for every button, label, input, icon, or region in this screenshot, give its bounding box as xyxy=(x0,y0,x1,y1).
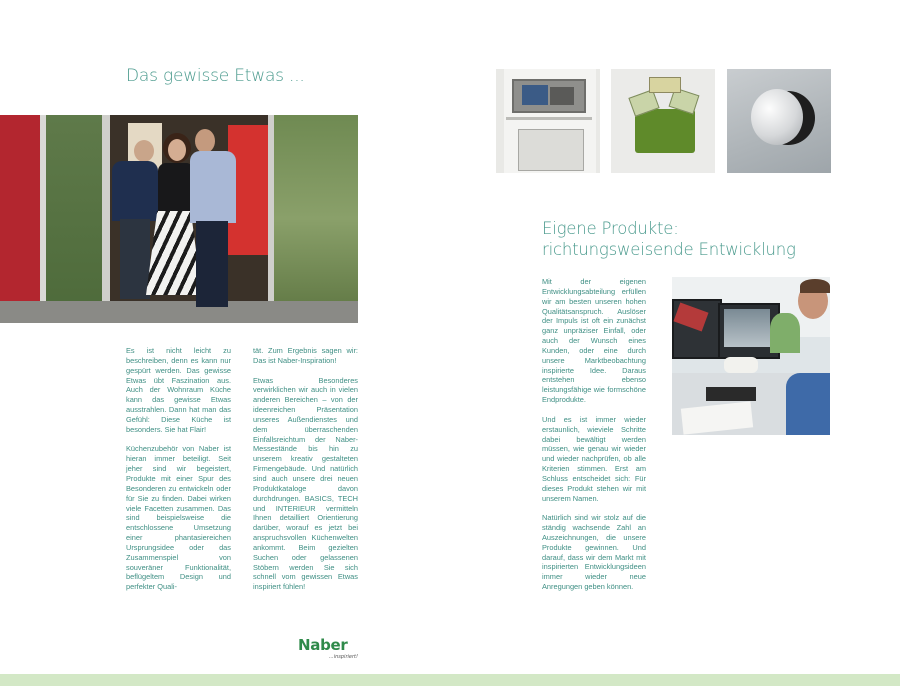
right-text-column xyxy=(542,277,646,602)
product-photo-drawer-bins xyxy=(496,69,600,173)
footer-bar xyxy=(0,674,900,686)
paragraph: Mit der eigenen Entwicklungsabteilung erfüllen wir am besten unseren hohen Qualitätsanspruch. Auslöser der Impuls ist oft ein zunächst ganz unpräziser Einfall, oder auch der Wunsch eines Kunden, oder eine durch unsere Marktbeobachtung inspirierte Idee. Daraus entstehen ebenso leistungsfähige wie formschöne Endprodukte. xyxy=(542,277,646,405)
product-photo-round-knob xyxy=(727,69,831,173)
engineer-at-workstation-photo xyxy=(672,277,830,435)
paragraph: Und es ist immer wieder erstaunlich, wieviele Schritte dabei bewältigt werden müssen, wie genau wir wieder und wieder nachprüfen, ob alle Kriterien stimmen. Erst am Schluss entscheidet sich: Für dieses Produkt stehen wir mit unserem Namen. xyxy=(542,414,646,503)
paragraph: Etwas Besonderes verwirklichen wir auch in vielen anderen Bereichen – von der ideenreichen Präsentation unseres Außendienstes und dem überraschenden Einfallsreichtum der Naber-Messestände bis hin zu unserem kreativ gestalteten Firmengebäude. Und natürlich sind auch unsere drei neuen Produktkataloge davon durchdrungen. BASICS, TECH und INTERIEUR vermitteln Ihnen detailliert Orientierung darüber, worauf es jetzt bei anspruchsvollen Küchenwelten ankommt. Beim gezielten Suchen oder gelassenen Stöbern werden Sie sich schnell vom gewissen Etwas inspiriert fühlen! xyxy=(253,375,358,592)
product-photo-green-bin xyxy=(611,69,715,173)
logo-tagline: ...inspiriert! xyxy=(328,654,358,660)
paragraph: Es ist nicht leicht zu beschreiben, denn es kann nur gespürt werden. Das gewisse Etwas übt Faszination aus. Auch der Wohnraum Küche kann das gewisse Etwas ausstrahlen. Dann hat man das Gefühl: Diese Küche ist besonders. Sie hat Flair! xyxy=(126,346,231,434)
heading-line-1: Eigene Produkte: xyxy=(542,219,679,238)
paragraph: tät. Zum Ergebnis sagen wir: Das ist Naber-Inspiration! xyxy=(253,346,358,365)
paragraph: Natürlich sind wir stolz auf die ständig wachsende Zahl an Auszeichnungen, die unsere Produkte gewinnen. Und darauf, dass wir dem Markt mit inspirierten Entwicklungsideen immer wieder neue Anregungen geben können. xyxy=(542,513,646,592)
right-page-heading xyxy=(542,218,796,260)
left-text-column-1 xyxy=(126,346,231,602)
heading-line-2: richtungsweisende Entwicklung xyxy=(542,240,796,259)
left-page-heading: Das gewisse Etwas ... xyxy=(126,66,305,86)
team-photo xyxy=(0,115,358,323)
paragraph: Küchenzubehör von Naber ist hieran immer beteiligt. Seit jeher sind wir begeistert, Produkte mit einer Spur des Besonderen zu entwickeln oder für Sie zu finden. Dabei wirken viele Facetten zusammen. Das sind beispielsweise die entschlossene Umsetzung einer phantasiereichen Ursprungsidee oder das Zusammenspiel von souveräner Funktionalität, beflügeltem Design und perfekter Quali- xyxy=(126,444,231,592)
logo-wordmark: Naber xyxy=(298,636,348,654)
naber-logo xyxy=(298,636,360,664)
left-text-column-2 xyxy=(253,346,358,602)
